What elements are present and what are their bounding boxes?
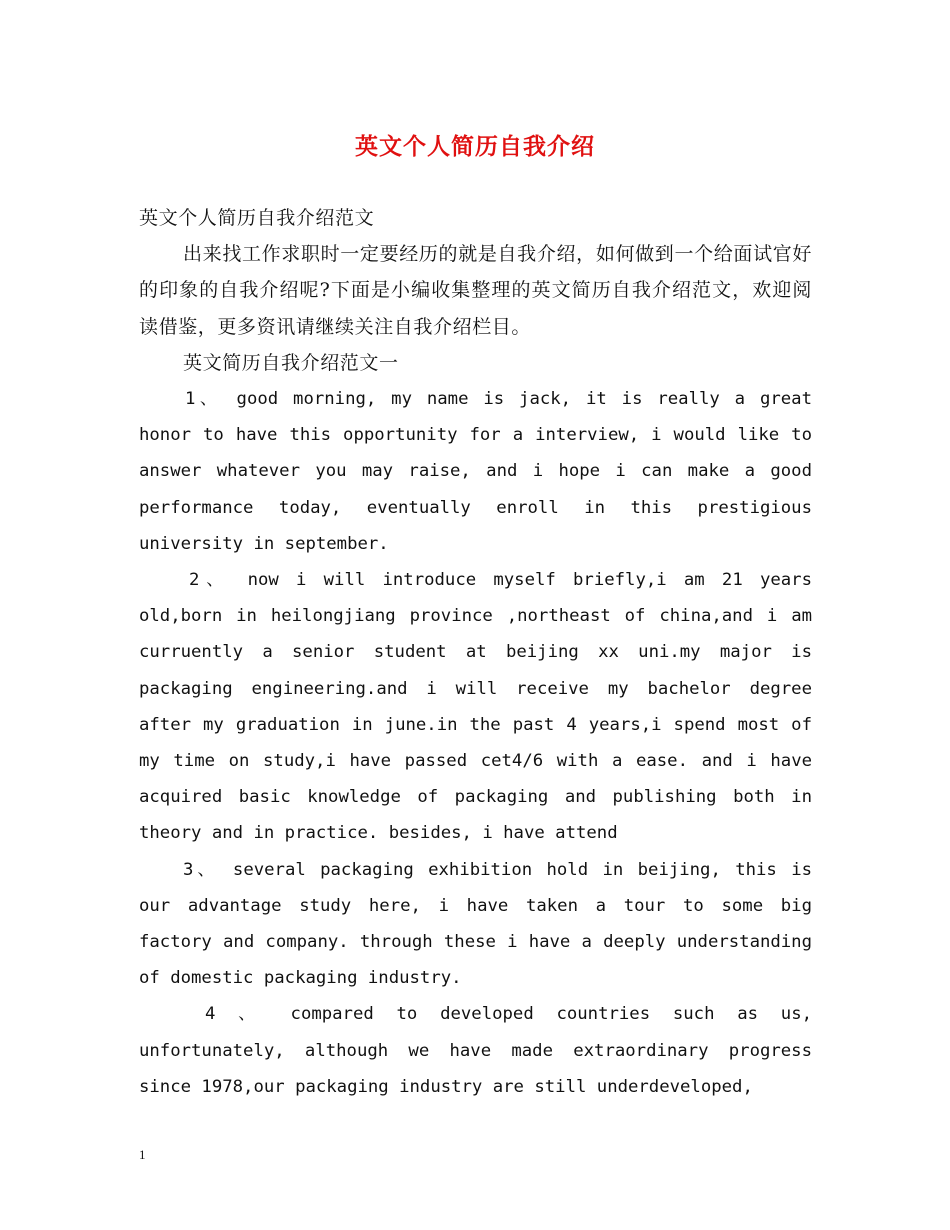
paragraph-2: 2、 now i will introduce myself briefly,i am 21 years old,born in heilongjiang province ,northeast of china,and i am curruently a senior student at beijing xx uni.my major is packaging engineering.and i will receive my bachelor degree after my graduation in june.in the past 4 years,i spend most of my time on study,i have passed cet4/6 with a ease. and i have acquired basic knowledge of packaging and publishing both in theory and in practice. besides, i have attend <box>139 570 812 844</box>
page-number: 1 <box>139 1147 146 1162</box>
document-body <box>139 200 812 1105</box>
intro-paragraph: 出来找工作求职时一定要经历的就是自我介绍，如何做到一个给面试官好的印象的自我介绍呢?下面是小编收集整理的英文简历自我介绍范文，欢迎阅读借鉴，更多资讯请继续关注自我介绍栏目。 <box>139 243 812 338</box>
paragraph-1: 1、 good morning, my name is jack, it is really a great honor to have this opportunity for a interview, i would like to answer whatever you may raise, and i hope i can make a good performance today, eventually enroll in this prestigious university in september. <box>139 389 812 554</box>
document-title: 英文个人简历自我介绍 <box>355 133 595 160</box>
paragraph-4: 4 、 compared to developed countries such as us, unfortunately, although we have made extraordinary progress since 1978,our packaging industry are still underdeveloped, <box>139 1004 812 1097</box>
paragraph-3: 3、 several packaging exhibition hold in beijing, this is our advantage study here, i have taken a tour to some big factory and company. through these i have a deeply understanding of domestic packaging industry. <box>139 859 812 989</box>
section-heading: 英文简历自我介绍范文一 <box>183 351 399 374</box>
document-subtitle: 英文个人简历自我介绍范文 <box>139 207 375 229</box>
